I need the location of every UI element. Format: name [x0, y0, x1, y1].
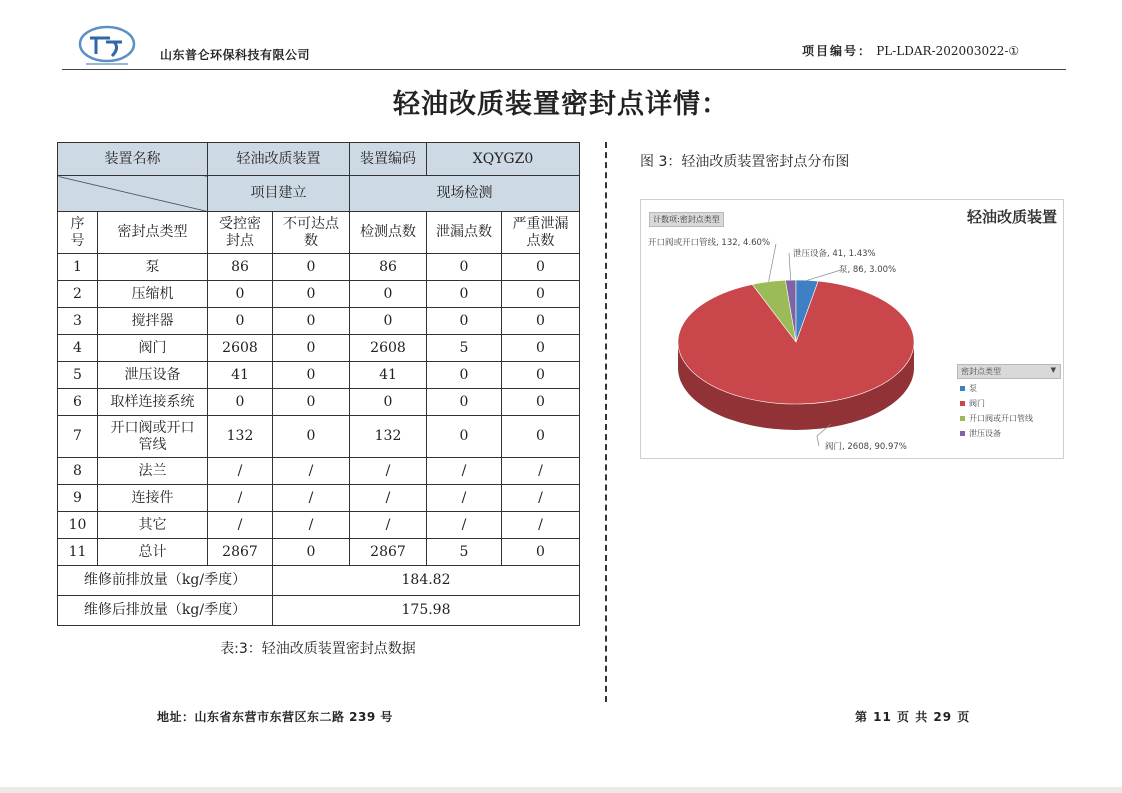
emission-after-row [58, 596, 580, 626]
cell-index: 8 [58, 458, 98, 485]
cell-leak: 0 [427, 362, 502, 389]
cell-severe-leak: 0 [502, 254, 580, 281]
cell-controlled: / [208, 458, 273, 485]
cell-unreachable: 0 [273, 539, 350, 566]
cell-index: 9 [58, 485, 98, 512]
slice-label-relief: 泄压设备, 41, 1.43% [793, 249, 876, 259]
col-header-unreachable: 不可达点数 [273, 212, 350, 254]
cell-controlled: / [208, 485, 273, 512]
page-number: 第 11 页 共 29 页 [855, 710, 971, 724]
table-row [58, 458, 580, 485]
cell-severe-leak: 0 [502, 362, 580, 389]
col-header-leak: 泄漏点数 [427, 212, 502, 254]
cell-type: 开口阀或开口管线 [98, 416, 208, 458]
table-body [58, 254, 580, 566]
company-logo [76, 24, 138, 68]
cell-detected: 0 [350, 389, 427, 416]
table-row [58, 485, 580, 512]
legend-swatch [960, 431, 965, 436]
project-number [802, 42, 1019, 59]
legend-item[interactable] [957, 398, 1061, 409]
cell-type: 法兰 [98, 458, 208, 485]
cell-detected: 2867 [350, 539, 427, 566]
legend-filter-button[interactable] [957, 364, 1061, 379]
col-header-type: 密封点类型 [98, 212, 208, 254]
bottom-edge-band [0, 787, 1122, 793]
cell-leak: / [427, 485, 502, 512]
cell-detected: 132 [350, 416, 427, 458]
chart-title: 轻油改质装置 [966, 208, 1057, 226]
group-header-row [58, 176, 580, 212]
leader-line-open-valve [769, 244, 776, 282]
cell-index: 2 [58, 281, 98, 308]
slice-label-open-valve: 开口阀或开口管线, 132, 4.60% [648, 238, 771, 248]
cell-severe-leak: 0 [502, 416, 580, 458]
table-row [58, 512, 580, 539]
legend-label: 泄压设备 [969, 429, 1001, 438]
cell-index: 4 [58, 335, 98, 362]
cell-severe-leak: 0 [502, 389, 580, 416]
chart-legend [957, 364, 1061, 439]
cell-controlled: 86 [208, 254, 273, 281]
cell-type: 泄压设备 [98, 362, 208, 389]
leader-line-relief [789, 253, 791, 280]
cell-detected: 41 [350, 362, 427, 389]
cell-severe-leak: 0 [502, 539, 580, 566]
emission-before-label: 维修前排放量（kg/季度） [58, 566, 273, 596]
cell-index: 3 [58, 308, 98, 335]
cell-type: 阀门 [98, 335, 208, 362]
cell-unreachable: 0 [273, 254, 350, 281]
group-header-field: 现场检测 [350, 176, 580, 212]
table-row [58, 308, 580, 335]
cell-controlled: 2608 [208, 335, 273, 362]
column-divider [605, 142, 607, 702]
cell-leak: 0 [427, 416, 502, 458]
pie-chart [640, 199, 1064, 459]
cell-leak: 0 [427, 389, 502, 416]
seal-point-table [57, 142, 580, 626]
cell-leak: 0 [427, 254, 502, 281]
cell-unreachable: 0 [273, 281, 350, 308]
cell-index: 5 [58, 362, 98, 389]
cell-controlled: 2867 [208, 539, 273, 566]
device-name-value: 轻油改质装置 [208, 143, 350, 176]
cell-index: 10 [58, 512, 98, 539]
table-row [58, 389, 580, 416]
cell-detected: 0 [350, 308, 427, 335]
cell-severe-leak: / [502, 458, 580, 485]
cell-controlled: 0 [208, 308, 273, 335]
col-header-severe-leak: 严重泄漏点数 [502, 212, 580, 254]
cell-leak: / [427, 512, 502, 539]
chart-field-tag[interactable]: 计数项:密封点类型 [649, 212, 724, 227]
slice-label-valve: 阀门, 2608, 90.97% [825, 442, 907, 452]
legend-swatch [960, 401, 965, 406]
device-code-value: XQYGZ0 [427, 143, 580, 176]
cell-severe-leak: 0 [502, 335, 580, 362]
cell-unreachable: 0 [273, 362, 350, 389]
project-number-label: 项目编号： [802, 44, 873, 58]
cell-detected: / [350, 512, 427, 539]
legend-item[interactable] [957, 428, 1061, 439]
page-title: 轻油改质装置密封点详情： [393, 89, 729, 120]
cell-type: 泵 [98, 254, 208, 281]
device-name-label: 装置名称 [58, 143, 208, 176]
cell-detected: / [350, 485, 427, 512]
emission-after-value: 175.98 [273, 596, 580, 626]
legend-label: 泵 [969, 384, 977, 393]
col-header-detected: 检测点数 [350, 212, 427, 254]
table-row [58, 539, 580, 566]
cell-leak: 5 [427, 335, 502, 362]
cell-type: 搅拌器 [98, 308, 208, 335]
cell-unreachable: / [273, 485, 350, 512]
table-row [58, 335, 580, 362]
table-row [58, 416, 580, 458]
col-header-controlled: 受控密封点 [208, 212, 273, 254]
cell-index: 6 [58, 389, 98, 416]
diagonal-header-cell [58, 176, 208, 212]
cell-detected: / [350, 458, 427, 485]
cell-detected: 86 [350, 254, 427, 281]
cell-unreachable: / [273, 512, 350, 539]
cell-controlled: / [208, 512, 273, 539]
emission-before-value: 184.82 [273, 566, 580, 596]
cell-type: 连接件 [98, 485, 208, 512]
cell-leak: 0 [427, 308, 502, 335]
cell-controlled: 41 [208, 362, 273, 389]
slice-label-pump: 泵, 86, 3.00% [839, 265, 897, 275]
project-number-value: PL-LDAR-202003022-① [876, 44, 1020, 58]
cell-unreachable: 0 [273, 308, 350, 335]
footer-address: 地址：山东省东营市东营区东二路 239 号 [157, 710, 393, 724]
header-rule [62, 69, 1066, 70]
cell-unreachable: / [273, 458, 350, 485]
cell-index: 7 [58, 416, 98, 458]
cell-leak: 0 [427, 281, 502, 308]
cell-severe-leak: / [502, 512, 580, 539]
table-row [58, 254, 580, 281]
table-caption: 表:3：轻油改质装置密封点数据 [220, 641, 416, 657]
device-row [58, 143, 580, 176]
legend-title-text: 密封点类型 [961, 367, 1001, 376]
legend-item[interactable] [957, 413, 1061, 424]
cell-detected: 2608 [350, 335, 427, 362]
cell-type: 压缩机 [98, 281, 208, 308]
legend-item[interactable] [957, 383, 1061, 394]
cell-type: 总计 [98, 539, 208, 566]
group-header-setup: 项目建立 [208, 176, 350, 212]
col-header-index: 序号 [58, 212, 98, 254]
cell-leak: 5 [427, 539, 502, 566]
cell-type: 其它 [98, 512, 208, 539]
table-row [58, 281, 580, 308]
leader-line-pump [807, 270, 841, 280]
cell-severe-leak: 0 [502, 281, 580, 308]
cell-severe-leak: 0 [502, 308, 580, 335]
legend-label: 阀门 [969, 399, 985, 408]
cell-unreachable: 0 [273, 416, 350, 458]
cell-controlled: 0 [208, 281, 273, 308]
device-code-label: 装置编码 [350, 143, 427, 176]
emission-after-label: 维修后排放量（kg/季度） [58, 596, 273, 626]
cell-controlled: 0 [208, 389, 273, 416]
emission-before-row [58, 566, 580, 596]
cell-index: 1 [58, 254, 98, 281]
cell-type: 取样连接系统 [98, 389, 208, 416]
cell-index: 11 [58, 539, 98, 566]
figure-caption: 图 3：轻油改质装置密封点分布图 [640, 154, 850, 170]
legend-label: 开口阀或开口管线 [969, 414, 1033, 423]
column-header-row [58, 212, 580, 254]
cell-severe-leak: / [502, 485, 580, 512]
company-name: 山东普仑环保科技有限公司 [160, 48, 311, 62]
cell-detected: 0 [350, 281, 427, 308]
cell-unreachable: 0 [273, 389, 350, 416]
dropdown-arrow-icon: ▼ [1050, 366, 1056, 374]
cell-controlled: 132 [208, 416, 273, 458]
cell-leak: / [427, 458, 502, 485]
legend-swatch [960, 386, 965, 391]
table-row [58, 362, 580, 389]
cell-unreachable: 0 [273, 335, 350, 362]
legend-items [957, 383, 1061, 439]
legend-swatch [960, 416, 965, 421]
